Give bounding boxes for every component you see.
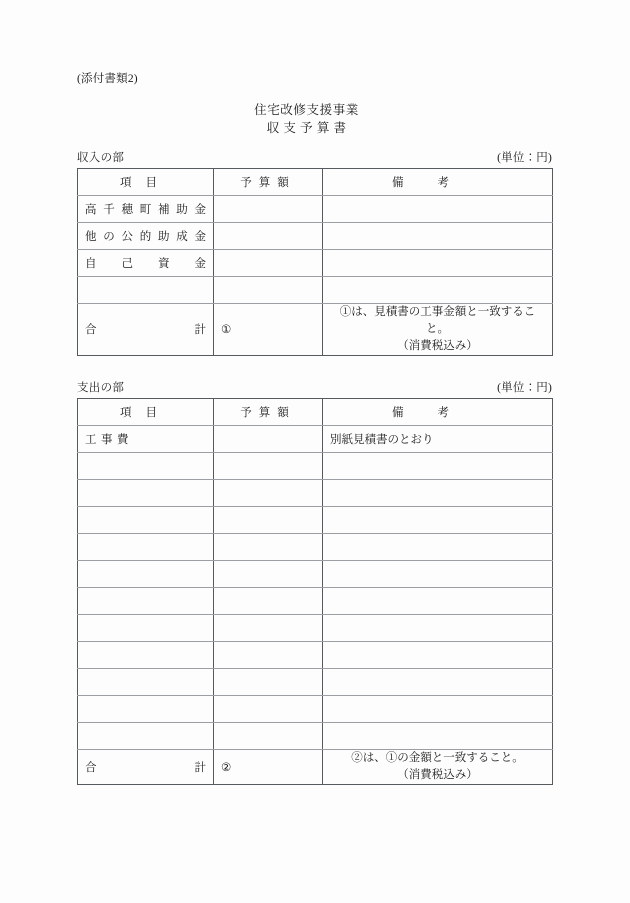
expense-row-remark-5[interactable]: [323, 560, 553, 587]
income-col-header-amount: 予算額: [214, 168, 323, 195]
expense-row-item-7[interactable]: [78, 614, 214, 641]
income-row-amount-0[interactable]: [214, 195, 323, 222]
expense-total-note-line1: ②は、①の金額と一致すること。: [351, 751, 524, 764]
expense-section: [77, 381, 552, 785]
table-row: [78, 641, 553, 668]
expense-row-item-10[interactable]: [78, 695, 214, 722]
income-total-row: [78, 303, 553, 356]
table-row: [78, 668, 553, 695]
expense-total-amount[interactable]: ②: [214, 749, 323, 785]
expense-row-item-1[interactable]: [78, 452, 214, 479]
table-row: [78, 195, 553, 222]
income-section: [77, 151, 552, 356]
income-row-item-2: 自己資金: [78, 249, 214, 276]
table-row: [78, 479, 553, 506]
expense-row-remark-0: 別紙見積書のとおり: [323, 425, 553, 452]
income-unit-note: (単位：円): [497, 152, 552, 165]
expense-row-remark-11[interactable]: [323, 722, 553, 749]
expense-row-remark-4[interactable]: [323, 533, 553, 560]
expense-row-item-3[interactable]: [78, 506, 214, 533]
table-row: [78, 587, 553, 614]
expense-total-row: [78, 749, 553, 785]
expense-row-remark-8[interactable]: [323, 641, 553, 668]
expense-row-item-4[interactable]: [78, 533, 214, 560]
table-row: [78, 614, 553, 641]
income-total-amount[interactable]: ①: [214, 303, 323, 356]
expense-col-header-item: 項目: [78, 398, 214, 425]
table-row: [78, 249, 553, 276]
expense-row-item-6[interactable]: [78, 587, 214, 614]
expense-row-remark-1[interactable]: [323, 452, 553, 479]
income-row-remark-1[interactable]: [323, 222, 553, 249]
expense-row-item-2[interactable]: [78, 479, 214, 506]
expense-col-header-remark: 備考: [323, 398, 553, 425]
table-row: [78, 452, 553, 479]
expense-row-remark-10[interactable]: [323, 695, 553, 722]
income-row-item-1: 他の公的助成金: [78, 222, 214, 249]
expense-row-amount-1[interactable]: [214, 452, 323, 479]
expense-row-amount-8[interactable]: [214, 641, 323, 668]
expense-row-amount-5[interactable]: [214, 560, 323, 587]
income-section-caption-row: [77, 151, 552, 165]
expense-row-remark-9[interactable]: [323, 668, 553, 695]
expense-row-amount-0[interactable]: [214, 425, 323, 452]
expense-row-amount-3[interactable]: [214, 506, 323, 533]
expense-row-amount-11[interactable]: [214, 722, 323, 749]
table-row: [78, 276, 553, 303]
expense-table-header-row: [78, 398, 553, 425]
income-table: [77, 168, 553, 357]
income-total-note-line1: ①は、見積書の工事金額と一致すること。: [339, 305, 536, 335]
table-row: [78, 533, 553, 560]
table-row: [78, 722, 553, 749]
form-sheet: [77, 72, 552, 785]
income-total-note-line2: （消費税込み）: [397, 340, 478, 353]
expense-row-amount-7[interactable]: [214, 614, 323, 641]
income-col-header-item: 項目: [78, 168, 214, 195]
income-row-amount-1[interactable]: [214, 222, 323, 249]
table-row: [78, 695, 553, 722]
table-row: [78, 222, 553, 249]
expense-row-item-11[interactable]: [78, 722, 214, 749]
expense-row-item-9[interactable]: [78, 668, 214, 695]
income-row-remark-0[interactable]: [323, 195, 553, 222]
income-section-caption: 収入の部: [77, 152, 125, 165]
document-title: [77, 101, 552, 137]
expense-row-remark-6[interactable]: [323, 587, 553, 614]
expense-row-remark-7[interactable]: [323, 614, 553, 641]
document-title-line1: 住宅改修支援事業: [254, 102, 359, 117]
expense-total-note-line2: （消費税込み）: [397, 768, 478, 781]
expense-section-caption: 支出の部: [77, 382, 125, 395]
expense-unit-note: (単位：円): [497, 382, 552, 395]
expense-row-item-0: 工事費: [78, 425, 214, 452]
income-row-item-0: 高千穂町補助金: [78, 195, 214, 222]
expense-row-amount-2[interactable]: [214, 479, 323, 506]
expense-row-amount-6[interactable]: [214, 587, 323, 614]
expense-section-caption-row: [77, 381, 552, 395]
expense-col-header-amount: 予算額: [214, 398, 323, 425]
expense-row-item-5[interactable]: [78, 560, 214, 587]
income-col-header-remark: 備考: [323, 168, 553, 195]
income-row-amount-3[interactable]: [214, 276, 323, 303]
expense-table: [77, 398, 553, 786]
expense-row-amount-4[interactable]: [214, 533, 323, 560]
income-total-label: 合計: [78, 303, 214, 356]
income-row-remark-3[interactable]: [323, 276, 553, 303]
expense-row-remark-3[interactable]: [323, 506, 553, 533]
table-row: [78, 506, 553, 533]
income-row-amount-2[interactable]: [214, 249, 323, 276]
income-row-remark-2[interactable]: [323, 249, 553, 276]
expense-total-label: 合計: [78, 749, 214, 785]
expense-row-amount-9[interactable]: [214, 668, 323, 695]
attachment-label: (添付書類2): [77, 73, 138, 85]
expense-total-note: [323, 749, 553, 785]
expense-row-item-8[interactable]: [78, 641, 214, 668]
document-title-line2: 収支予算書: [266, 121, 351, 136]
income-table-header-row: [78, 168, 553, 195]
income-row-item-3[interactable]: [78, 276, 214, 303]
income-total-note: [323, 303, 553, 356]
table-row: [78, 425, 553, 452]
table-row: [78, 560, 553, 587]
expense-row-remark-2[interactable]: [323, 479, 553, 506]
expense-row-amount-10[interactable]: [214, 695, 323, 722]
